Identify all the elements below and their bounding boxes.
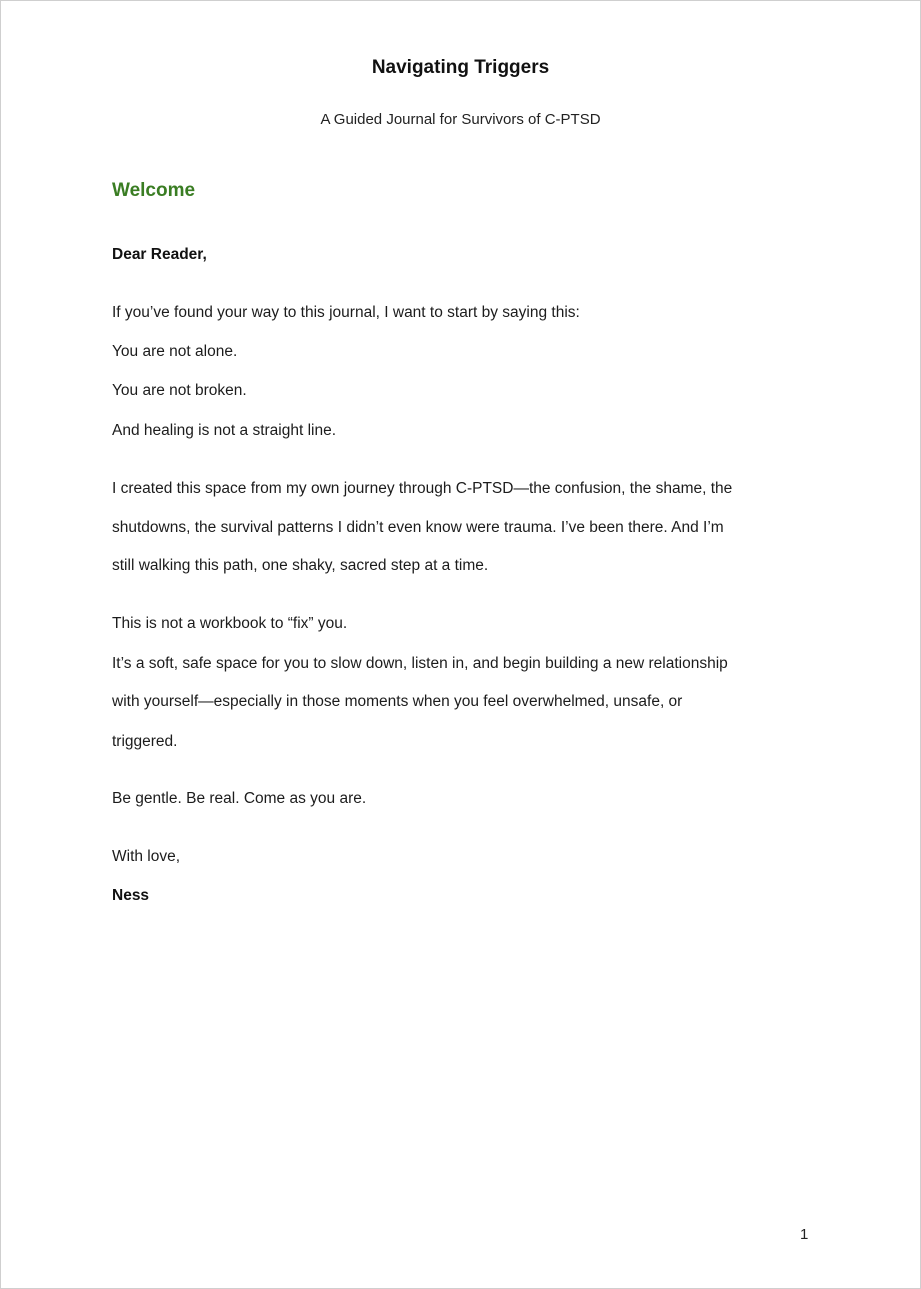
closing-line: With love,	[112, 848, 181, 865]
paragraph-line: And healing is not a straight line.	[112, 422, 337, 439]
document-subtitle: A Guided Journal for Survivors of C-PTSD	[320, 111, 601, 128]
paragraph-line: shutdowns, the survival patterns I didn’t even know were trauma. I’ve been there. And I’m	[112, 519, 724, 536]
paragraph-line: with yourself—especially in those moments when you feel overwhelmed, unsafe, or	[112, 693, 683, 710]
page-number: 1	[800, 1226, 809, 1243]
section-heading-welcome: Welcome	[112, 180, 196, 201]
paragraph-line: Be gentle. Be real. Come as you are.	[112, 790, 367, 807]
paragraph-line: It’s a soft, safe space for you to slow down, listen in, and begin building a new relationship	[112, 655, 728, 672]
paragraph-line: This is not a workbook to “fix” you.	[112, 615, 348, 632]
paragraph-line: still walking this path, one shaky, sacred step at a time.	[112, 557, 489, 574]
paragraph-line: You are not broken.	[112, 382, 247, 399]
salutation: Dear Reader,	[112, 246, 207, 263]
paragraph-line: I created this space from my own journey through C-PTSD—the confusion, the shame, the	[112, 480, 733, 497]
signature: Ness	[112, 887, 150, 904]
paragraph-line: triggered.	[112, 733, 178, 750]
paragraph-line: You are not alone.	[112, 343, 238, 360]
document-title: Navigating Triggers	[371, 57, 550, 78]
paragraph-line: If you’ve found your way to this journal, I want to start by saying this:	[112, 304, 580, 321]
